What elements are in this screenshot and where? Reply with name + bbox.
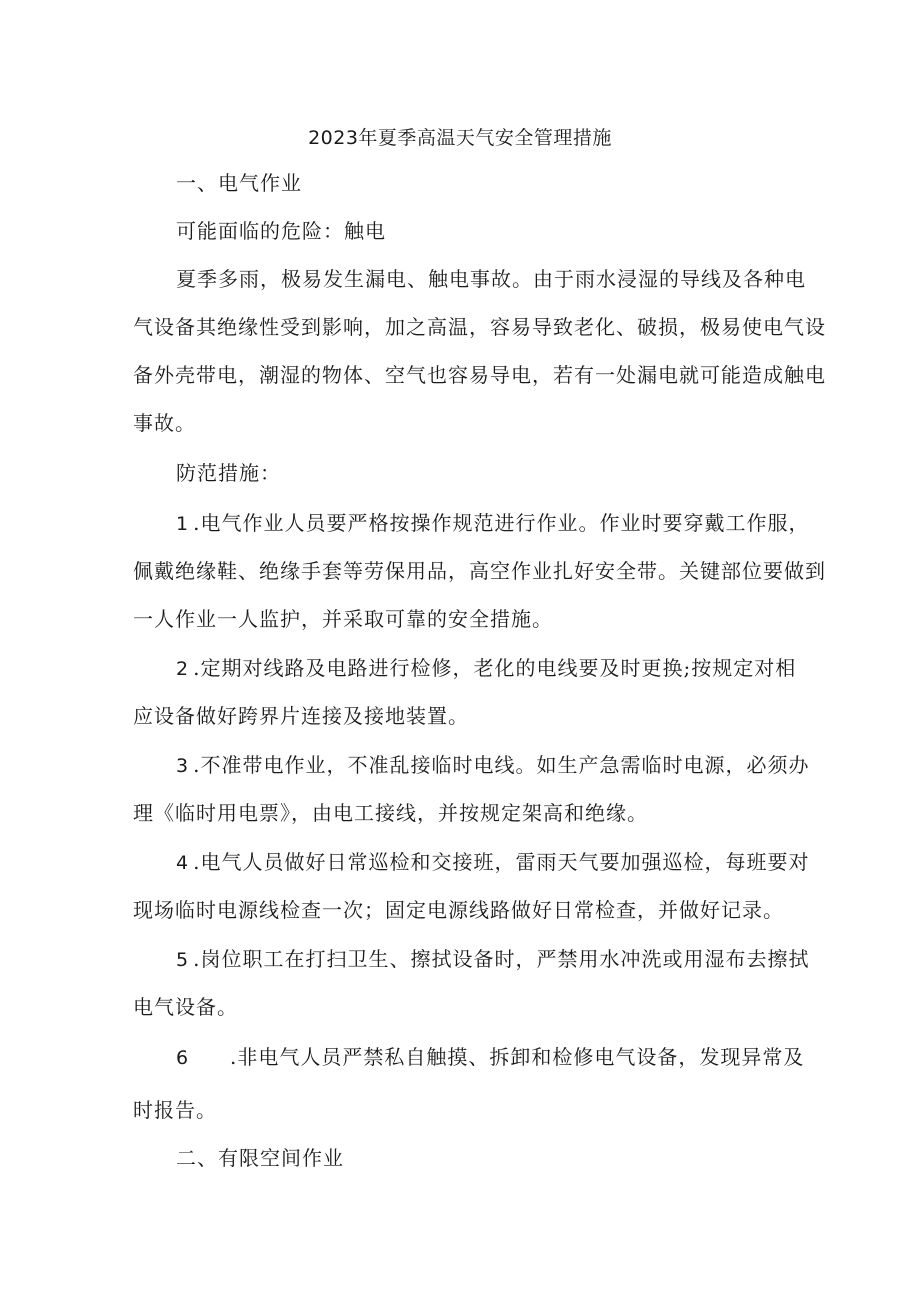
item-continuation: 现场临时电源线检查一次；固定电源线路做好日常检查，并做好记录。 — [133, 898, 784, 922]
measure-item-6 — [176, 1042, 804, 1073]
measure-item-3 — [176, 750, 809, 781]
hazard-line: 可能面临的危险：触电 — [176, 219, 386, 243]
item-text: .电气作业人员要严格按操作规范进行作业。作业时要穿戴工作服， — [193, 511, 810, 535]
item-continuation: 时报告。 — [133, 1098, 217, 1122]
item-number: 6 — [176, 1047, 190, 1069]
item-number: 4 — [176, 852, 190, 874]
intro-line: 夏季多雨，极易发生漏电、触电事故。由于雨水浸湿的导线及各种电 — [176, 267, 806, 291]
item-number: 5 — [176, 949, 190, 971]
intro-line: 事故。 — [133, 411, 196, 435]
measure-item-1 — [176, 508, 809, 539]
measure-item-2 — [176, 653, 796, 684]
intro-line: 备外壳带电，潮湿的物体、空气也容易导电，若有一处漏电就可能造成触电 — [133, 363, 826, 387]
item-continuation: 理《临时用电票》，由电工接线，并按规定架高和绝缘。 — [133, 801, 648, 825]
item-continuation: 佩戴绝缘鞋、绝缘手套等劳保用品，高空作业扎好安全带。关键部位要做到 — [133, 559, 826, 583]
document-title: 2023年夏季高温天气安全管理措施 — [308, 127, 612, 149]
item-continuation: 电气设备。 — [133, 995, 238, 1019]
intro-line: 气设备其绝缘性受到影响，加之高温，容易导致老化、破损，极易使电气设 — [133, 315, 826, 339]
item-text: .非电气人员严禁私自触摸、拆卸和检修电气设备，发现异常及 — [230, 1045, 805, 1069]
item-number: 1 — [176, 513, 190, 535]
measure-item-4 — [176, 847, 809, 878]
section-heading-confined-space: 二、有限空间作业 — [176, 1146, 344, 1170]
item-continuation: 应设备做好跨界片连接及接地装置。 — [133, 704, 469, 728]
section-heading-electrical: 一、电气作业 — [176, 171, 302, 195]
measure-item-5 — [176, 944, 809, 975]
item-text: .岗位职工在打扫卫生、擦拭设备时，严禁用水冲洗或用湿布去擦拭 — [193, 947, 810, 971]
item-number: 3 — [176, 755, 190, 777]
item-text: .不准带电作业，不准乱接临时电线。如生产急需临时电源，必须办 — [193, 753, 810, 777]
item-continuation: 一人作业一人监护，并采取可靠的安全措施。 — [133, 607, 553, 631]
measures-heading: 防范措施： — [176, 461, 281, 485]
item-text: .电气人员做好日常巡检和交接班，雷雨天气要加强巡检，每班要对 — [193, 850, 810, 874]
item-number: 2 — [176, 658, 190, 680]
item-text: .定期对线路及电路进行检修，老化的电线要及时更换;按规定对相 — [193, 656, 797, 680]
